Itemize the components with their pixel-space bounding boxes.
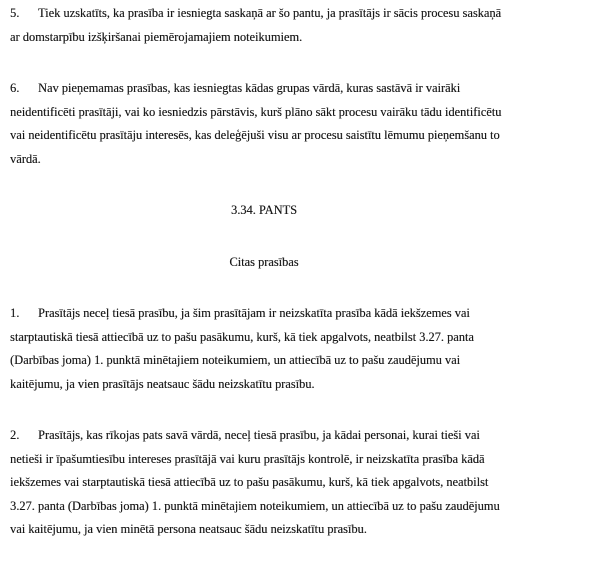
paragraph-6 bbox=[10, 77, 600, 171]
paragraph-1 bbox=[10, 302, 600, 396]
paragraph-text: Prasītājs, kas rīkojas pats savā vārdā, neceļ tiesā prasību, ja kādai personai, kurai tieši vai bbox=[38, 428, 480, 442]
paragraph-text: Tiek uzskatīts, ka prasība ir iesniegta saskaņā ar šo pantu, ja prasītājs ir sācis procesu saskaņā bbox=[38, 6, 502, 20]
paragraph-text: Prasītājs neceļ tiesā prasību, ja šim prasītājam ir neizskatīta prasība kādā iekšzemes vai bbox=[38, 306, 470, 320]
paragraph-5 bbox=[10, 2, 600, 49]
paragraph-number: 1. bbox=[10, 306, 20, 320]
paragraph-text: Nav pieņemamas prasības, kas iesniegtas kādas grupas vārdā, kuras sastāvā ir vairāki bbox=[38, 81, 461, 95]
paragraph-number: 6. bbox=[10, 81, 20, 95]
paragraph-2 bbox=[10, 424, 600, 542]
text-line: ar domstarpību izšķiršanai piemērojamajiem noteikumiem. bbox=[10, 29, 303, 44]
text-line: kaitējumu, ja vien prasītājs neatsauc šādu neizskatītu prasību. bbox=[10, 376, 315, 391]
text-line: netieši ir īpašumtiesību intereses prasītājā vai kuru prasītājs kontrolē, ir neizskatīta prasība kādā bbox=[10, 451, 485, 466]
text-line bbox=[10, 302, 600, 326]
text-line bbox=[10, 77, 600, 101]
text-line: (Darbības joma) 1. punktā minētajiem noteikumiem, un attiecībā uz to pašu zaudējumu vai bbox=[10, 353, 461, 367]
paragraph-number: 2. bbox=[10, 428, 20, 442]
text-line: starptautiskā tiesā attiecībā uz to pašu pasākumu, kurš, kā tiek apgalvots, neatbilst 3.27. panta bbox=[10, 329, 474, 344]
text-line: neidentificēti prasītāji, vai ko iesniedzis pārstāvis, kurš plāno sākt procesu vairāku tādu identificētu bbox=[10, 104, 502, 119]
text-line bbox=[10, 424, 600, 448]
text-line: vai neidentificētu prasītāju interesēs, kas deleģējuši visu ar procesu saistītu lēmumu pieņemšanu to bbox=[10, 128, 500, 142]
article-number-heading: 3.34. PANTS bbox=[231, 203, 297, 217]
text-line: 3.27. panta (Darbības joma) 1. punktā minētajiem noteikumiem, un attiecībā uz to pašu zaudējumu bbox=[10, 498, 500, 513]
article-title-heading: Citas prasības bbox=[229, 254, 299, 269]
text-line bbox=[10, 2, 600, 26]
text-line: iekšzemes vai starptautiskā tiesā attiecībā uz to pašu pasākumu, kurš, kā tiek apgalvots, neatbilst bbox=[10, 475, 489, 489]
text-line: vārdā. bbox=[10, 151, 41, 166]
paragraph-number: 5. bbox=[10, 6, 20, 20]
text-line: vai kaitējumu, ja vien minētā persona neatsauc šādu neizskatītu prasību. bbox=[10, 522, 367, 536]
